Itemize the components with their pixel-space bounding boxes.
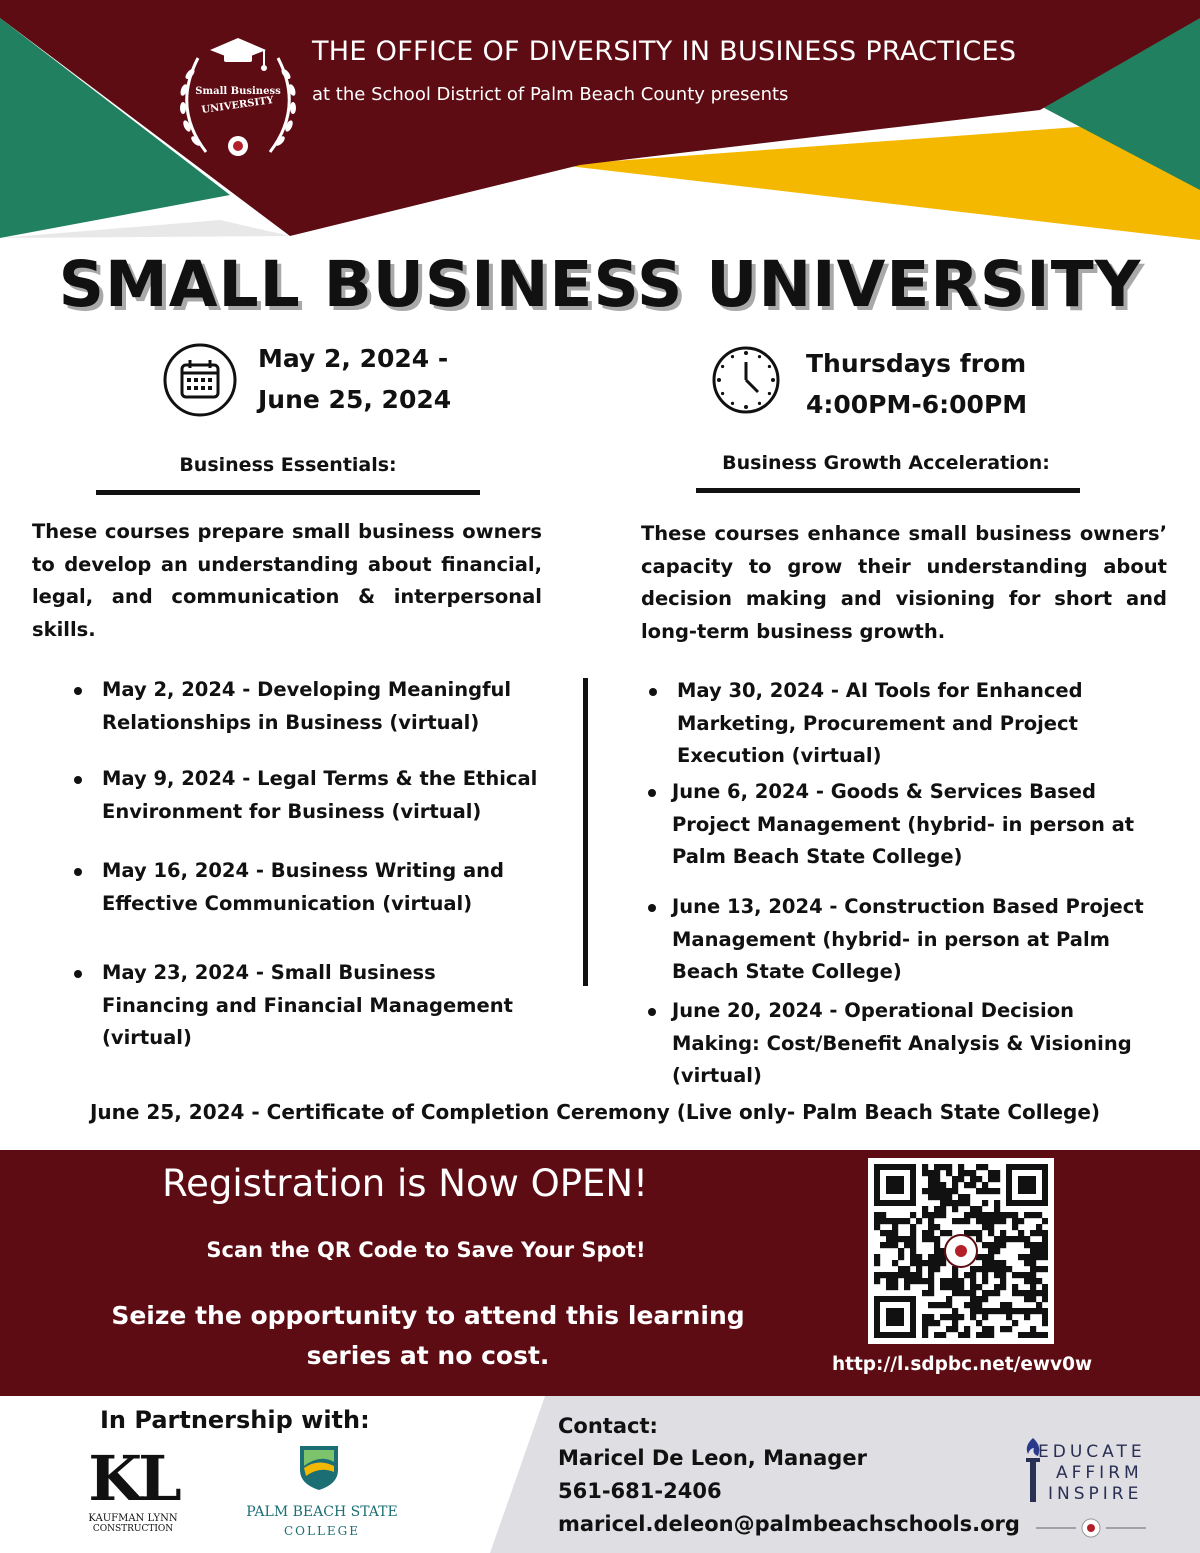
growth-description: These courses enhance small business owners’ capacity to grow their understanding about decision making and visioning for short and long-term business growth.	[641, 522, 1167, 643]
session-text: June 13, 2024 - Construction Based Project Management (hybrid- in person at Palm Beach State College)	[672, 895, 1144, 983]
educate-affirm-inspire-logo	[1022, 1432, 1160, 1540]
contact-phone[interactable]: 561-681-2406	[558, 1479, 722, 1503]
logo-text-university: UNIVERSITY	[200, 95, 275, 117]
list-item	[102, 674, 552, 739]
date-range-end: June 25, 2024	[258, 385, 452, 414]
contact-label: Contact:	[558, 1414, 658, 1438]
time-day: Thursdays from	[806, 349, 1027, 378]
calendar-icon	[162, 342, 238, 418]
motto-educate: EDUCATE	[1038, 1442, 1146, 1462]
time-range: 4:00PM-6:00PM	[806, 390, 1028, 419]
registration-seize-text: Seize the opportunity to attend this learning series at no cost.	[111, 1301, 745, 1370]
small-business-university-logo	[160, 28, 310, 168]
logo-text-small-business: Small Business	[195, 86, 281, 97]
main-title: SMALL BUSINESS UNIVERSITY	[58, 248, 1142, 321]
ceremony-note: June 25, 2024 - Certificate of Completion Ceremony (Live only- Palm Beach State College)	[89, 1100, 1101, 1124]
motto-inspire: INSPIRE	[1048, 1484, 1143, 1504]
list-item	[672, 776, 1162, 874]
clock-icon	[710, 344, 782, 416]
header-subtitle: at the School District of Palm Beach County presents	[312, 84, 789, 105]
growth-divider	[696, 488, 1080, 493]
list-item	[672, 995, 1162, 1093]
partnership-heading: In Partnership with:	[100, 1406, 370, 1434]
list-item	[672, 891, 1162, 989]
motto-affirm: AFFIRM	[1056, 1463, 1143, 1483]
pbsc-name: PALM BEACH STATE	[246, 1504, 398, 1520]
essentials-divider	[96, 490, 480, 495]
header-title: THE OFFICE OF DIVERSITY IN BUSINESS PRACTICES	[312, 36, 1017, 67]
kl-logo-name: KAUFMAN LYNN	[88, 1513, 178, 1524]
session-text: May 2, 2024 - Developing Meaningful Relationships in Business (virtual)	[102, 678, 512, 734]
session-text: May 23, 2024 - Small Business Financing and Financial Management (virtual)	[102, 961, 513, 1049]
district-seal-icon	[1036, 1518, 1146, 1538]
session-text: May 16, 2024 - Business Writing and Effective Communication (virtual)	[102, 859, 504, 915]
kl-logo-sub: CONSTRUCTION	[92, 1524, 174, 1534]
qr-code-icon[interactable]	[868, 1158, 1054, 1344]
session-text: May 9, 2024 - Legal Terms & the Ethical Environment for Business (virtual)	[102, 767, 538, 823]
palm-beach-state-logo	[242, 1444, 402, 1544]
shield-icon	[298, 1444, 340, 1492]
essentials-heading: Business Essentials:	[179, 454, 397, 476]
contact-email[interactable]: maricel.deleon@palmbeachschools.org	[558, 1512, 1020, 1536]
column-divider	[583, 678, 588, 986]
contact-name: Maricel De Leon, Manager	[558, 1446, 867, 1470]
session-text: June 20, 2024 - Operational Decision Making: Cost/Benefit Analysis & Visioning (virtual)	[672, 999, 1132, 1087]
growth-heading: Business Growth Acceleration:	[722, 452, 1050, 474]
registration-link[interactable]: http://l.sdpbc.net/ewv0w	[831, 1354, 1093, 1375]
session-text: May 30, 2024 - AI Tools for Enhanced Marketing, Procurement and Project Execution (virtual)	[677, 679, 1083, 767]
list-item	[102, 957, 538, 1055]
date-range-start: May 2, 2024 -	[258, 344, 449, 373]
kaufman-lynn-logo	[80, 1442, 186, 1536]
list-item	[677, 675, 1117, 773]
essentials-description: These courses prepare small business owners to develop an understanding about financial, legal, and communication & interpersonal skills.	[32, 520, 542, 641]
pbsc-college: COLLEGE	[283, 1524, 361, 1538]
session-text: June 6, 2024 - Goods & Services Based Project Management (hybrid- in person at Palm Beach State College)	[672, 780, 1135, 868]
kl-logo-letters: KL	[88, 1442, 178, 1515]
registration-scan-text: Scan the QR Code to Save Your Spot!	[206, 1238, 646, 1262]
registration-title: Registration is Now OPEN!	[162, 1162, 648, 1205]
list-item	[102, 763, 556, 828]
list-item	[102, 855, 532, 920]
